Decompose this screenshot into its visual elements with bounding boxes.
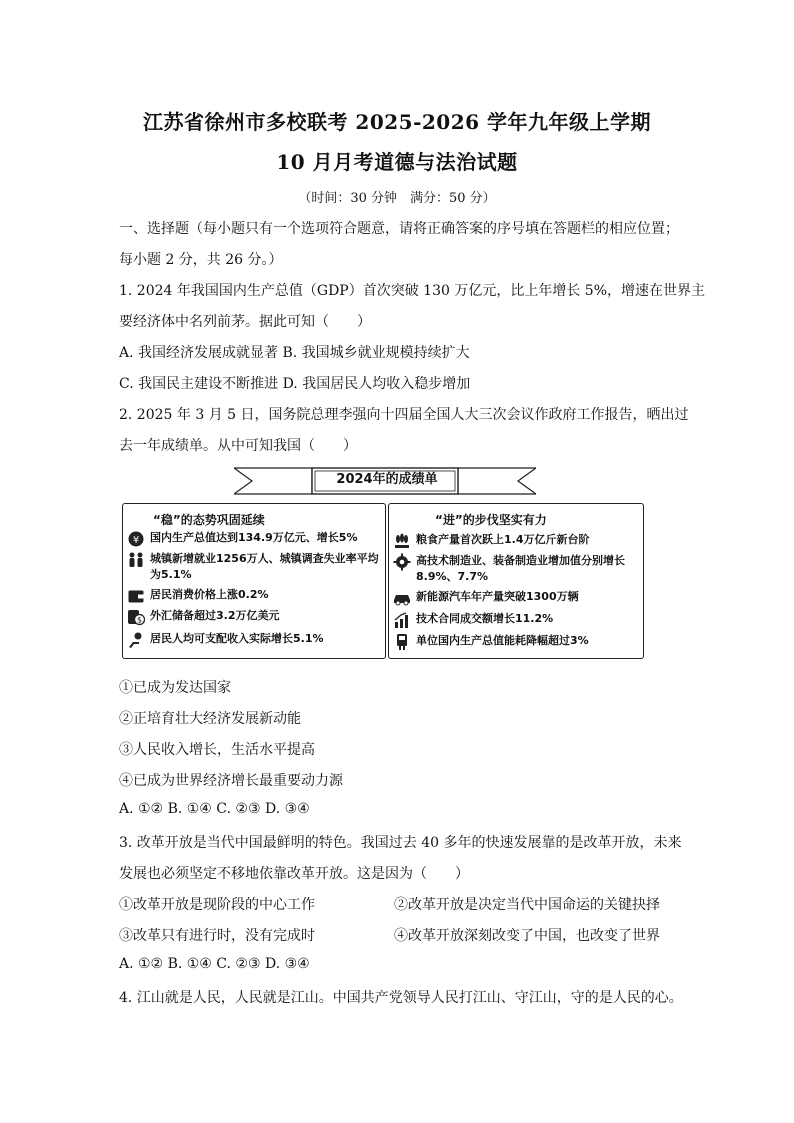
money-icon bbox=[127, 530, 145, 548]
list-item: 高技术制造业、装备制造业增加值分别增长8.9%、7.7% bbox=[393, 553, 640, 585]
svg-text:$: $ bbox=[136, 615, 143, 625]
energy-meter-icon bbox=[393, 633, 411, 651]
q2-statement-3: ③人民收入增长，生活水平提高 bbox=[119, 742, 315, 758]
time-info: （时间：30 分钟 满分：50 分） bbox=[298, 191, 496, 206]
list-item: $ 外汇储备超过3.2万亿美元 bbox=[127, 608, 382, 626]
q3-statement-1: ①改革开放是现阶段的中心工作 bbox=[119, 897, 315, 913]
list-item: 居民人均可支配收入实际增长5.1% bbox=[127, 631, 382, 649]
q2-stem-line2: 去一年成绩单。从中可知我国（ ） bbox=[119, 438, 357, 454]
section-instruction-line2: 每小题 2 分，共 26 分。） bbox=[119, 252, 283, 268]
list-item: 新能源汽车年产量突破1300万辆 bbox=[393, 589, 640, 607]
exam-title-line2: 10 月月考道德与法治试题 bbox=[276, 150, 518, 174]
q3-options: A. ①② B. ①④ C. ②③ D. ③④ bbox=[119, 956, 310, 972]
grain-icon bbox=[393, 532, 411, 550]
car-icon bbox=[393, 589, 411, 607]
progress-panel-title: “进”的步伐坚实有力 bbox=[435, 513, 547, 527]
q2-statement-1: ①已成为发达国家 bbox=[119, 680, 231, 696]
stability-panel-title: “稳”的态势巩固延续 bbox=[153, 513, 265, 527]
wallet-icon bbox=[127, 587, 145, 605]
q3-statement-2: ②改革开放是决定当代中国命运的关键抉择 bbox=[394, 897, 660, 913]
svg-text:¥: ¥ bbox=[132, 535, 140, 546]
q3-statement-4: ④改革开放深刻改变了中国，也改变了世界 bbox=[394, 928, 660, 944]
q2-statement-4: ④已成为世界经济增长最重要动力源 bbox=[119, 773, 343, 789]
scorecard-banner-title: 2024年的成绩单 bbox=[336, 472, 438, 487]
q1-stem-line1: 1. 2024 年我国国内生产总值（GDP）首次突破 130 万亿元，比上年增长 5%，增速在世界主 bbox=[119, 283, 705, 299]
dollar-coin-icon bbox=[127, 608, 145, 626]
q2-options: A. ①② B. ①④ C. ②③ D. ③④ bbox=[119, 801, 310, 817]
q1-options-line2: C. 我国民主建设不断推进 D. 我国居民人均收入稳步增加 bbox=[119, 376, 471, 392]
q3-stem-line2: 发展也必须坚定不移地依靠改革开放。这是因为（ ） bbox=[119, 866, 469, 882]
q4-stem-line1: 4. 江山就是人民，人民就是江山。中国共产党领导人民打江山、守江山，守的是人民的心。 bbox=[119, 990, 683, 1006]
list-item: 城镇新增就业1256万人、城镇调查失业率平均为5.1% bbox=[127, 551, 382, 583]
list-item: 技术合同成交额增长11.2% bbox=[393, 611, 640, 629]
q2-statement-2: ②正培育壮大经济发展新动能 bbox=[119, 711, 301, 727]
q3-stem-line1: 3. 改革开放是当代中国最鲜明的特色。我国过去 40 多年的快速发展靠的是改革开放，未来 bbox=[119, 835, 682, 851]
list-item: 居民消费价格上涨0.2% bbox=[127, 587, 382, 605]
gear-icon bbox=[393, 553, 411, 571]
q3-statement-3: ③改革只有进行时，没有完成时 bbox=[119, 928, 315, 944]
q1-stem-line2: 要经济体中名列前茅。据此可知（ ） bbox=[119, 314, 371, 330]
bar-chart-icon bbox=[393, 611, 411, 629]
progress-panel bbox=[388, 503, 644, 659]
list-item: 粮食产量首次跃上1.4万亿斤新台阶 bbox=[393, 532, 640, 550]
exam-title-line1: 江苏省徐州市多校联考 2025-2026 学年九年级上学期 bbox=[142, 110, 652, 134]
hand-coin-icon bbox=[127, 631, 145, 649]
list-item: 单位国内生产总值能耗降幅超过3% bbox=[393, 633, 640, 651]
section-instruction-line1: 一、选择题（每小题只有一个选项符合题意，请将正确答案的序号填在答题栏的相应位置； bbox=[119, 221, 679, 237]
q1-options-line1: A. 我国经济发展成就显著 B. 我国城乡就业规模持续扩大 bbox=[119, 345, 470, 361]
q2-stem-line1: 2. 2025 年 3 月 5 日，国务院总理李强向十四届全国人大三次会议作政府工作报告，晒出过 bbox=[119, 407, 689, 423]
list-item: ¥ 国内生产总值达到134.9万亿元、增长5% bbox=[127, 530, 382, 548]
people-icon bbox=[127, 551, 145, 569]
stability-panel bbox=[122, 503, 386, 659]
